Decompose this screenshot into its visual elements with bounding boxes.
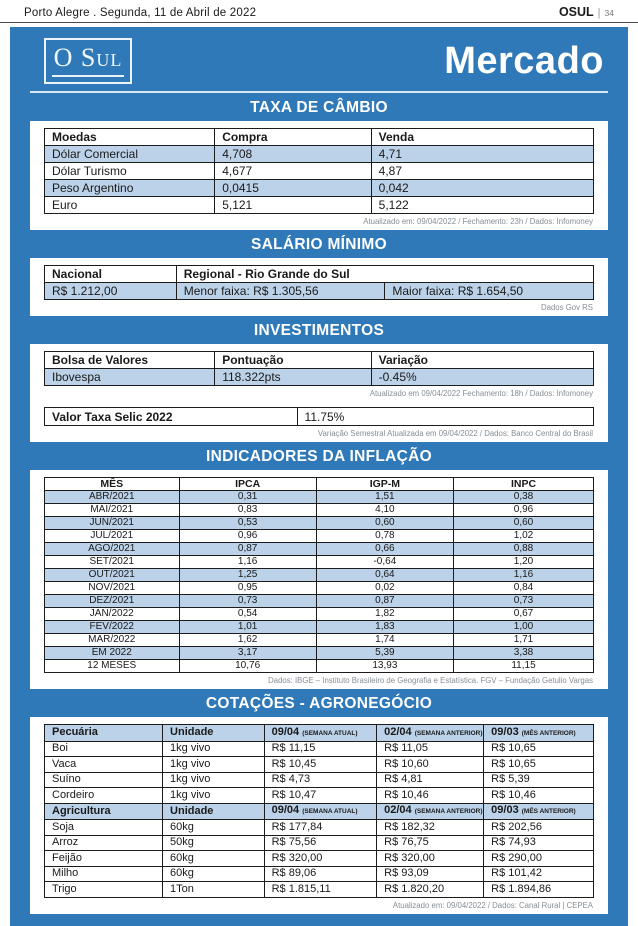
table-row (45, 543, 594, 556)
table-row (45, 146, 594, 163)
selic-row (45, 408, 594, 426)
salary-value-row (45, 283, 594, 300)
table-row (45, 556, 594, 569)
table-cell: 0,31 (179, 491, 316, 504)
table-cell: Vaca (45, 757, 163, 773)
table-cell: 0,042 (371, 180, 593, 197)
table-cell: R$ 4,81 (377, 772, 484, 788)
table-cell: MAR/2022 (45, 634, 180, 647)
agro-table (44, 724, 594, 898)
table-cell: R$ 1.815,11 (264, 882, 377, 898)
table-cell: Milho (45, 866, 163, 882)
table-cell: R$ 10,65 (484, 757, 594, 773)
table-cell: 0,83 (179, 504, 316, 517)
table-cell: DEZ/2021 (45, 595, 180, 608)
inflation-table (44, 477, 594, 673)
table-cell: 1,62 (179, 634, 316, 647)
table-cell: 1kg vivo (163, 741, 265, 757)
table-row (45, 634, 594, 647)
salary-header-row (45, 266, 594, 283)
table-cell: 4,708 (215, 146, 371, 163)
table-cell: 0,73 (179, 595, 316, 608)
table-cell: R$ 101,42 (484, 866, 594, 882)
page-number: 34 (604, 8, 614, 18)
column-header: 09/03 (MÊS ANTERIOR) (484, 803, 594, 820)
table-cell: 4,87 (371, 163, 593, 180)
table-row (45, 621, 594, 634)
table-cell: 1,51 (316, 491, 453, 504)
table-cell: Soja (45, 820, 163, 836)
exchange-header-row (45, 129, 594, 146)
table-cell: 0,96 (454, 504, 594, 517)
table-cell: 1kg vivo (163, 788, 265, 804)
stock-value-row (45, 369, 594, 386)
table-cell: -0.45% (371, 369, 593, 386)
table-cell: 0,53 (179, 517, 316, 530)
salary-table (44, 265, 594, 300)
table-cell: R$ 75,56 (264, 835, 377, 851)
table-cell: 50kg (163, 835, 265, 851)
table-cell: 5,39 (316, 647, 453, 660)
table-cell: 1Ton (163, 882, 265, 898)
inflation-header-row (45, 478, 594, 491)
table-cell: R$ 11,15 (264, 741, 377, 757)
top-bar (0, 0, 638, 23)
table-cell: 0,84 (454, 582, 594, 595)
table-cell: 0,95 (179, 582, 316, 595)
table-cell: R$ 10,65 (484, 741, 594, 757)
table-cell: Ibovespa (45, 369, 215, 386)
table-cell: 0,02 (316, 582, 453, 595)
table-cell: 12 MESES (45, 660, 180, 673)
table-cell: Peso Argentino (45, 180, 215, 197)
column-header: Bolsa de Valores (45, 352, 215, 369)
table-cell: 1,74 (316, 634, 453, 647)
section-title-investments: INVESTIMENTOS (253, 322, 385, 339)
livestock-header-row (45, 725, 594, 742)
column-header: IPCA (179, 478, 316, 491)
table-row (45, 582, 594, 595)
column-header: 02/04 (SEMANA ANTERIOR) (377, 725, 484, 742)
osul-logo (44, 38, 132, 84)
table-row (45, 608, 594, 621)
section-investments (30, 322, 608, 442)
table-cell: R$ 89,06 (264, 866, 377, 882)
table-cell: R$ 1.212,00 (45, 283, 177, 300)
table-cell: 0,88 (454, 543, 594, 556)
osul-logo-text: O Sul (53, 43, 123, 72)
table-cell: 0,38 (454, 491, 594, 504)
table-cell: JUN/2021 (45, 517, 180, 530)
section-inflation (30, 448, 608, 689)
table-cell: Suíno (45, 772, 163, 788)
table-cell: Boi (45, 741, 163, 757)
table-cell: 1,00 (454, 621, 594, 634)
table-cell: 0,0415 (215, 180, 371, 197)
selic-table (44, 407, 594, 426)
table-row (45, 820, 594, 836)
table-cell: 1,02 (454, 530, 594, 543)
table-cell: R$ 182,32 (377, 820, 484, 836)
stock-table (44, 351, 594, 386)
masthead-title: OSUL (558, 5, 594, 19)
masthead-block (559, 5, 614, 19)
table-cell: 0,66 (316, 543, 453, 556)
column-header: Unidade (163, 803, 265, 820)
table-cell: ABR/2021 (45, 491, 180, 504)
table-row (45, 491, 594, 504)
table-cell: -0,64 (316, 556, 453, 569)
table-row (45, 595, 594, 608)
agro-panel (30, 717, 608, 914)
table-cell: R$ 4,73 (264, 772, 377, 788)
banner (30, 33, 608, 93)
table-cell: 118.322pts (215, 369, 371, 386)
table-cell: R$ 76,75 (377, 835, 484, 851)
table-row (45, 741, 594, 757)
stock-source-note: Atualizado em 09/04/2022 Fechamento: 18h / Dados: Infomoney (369, 389, 593, 398)
table-row (45, 504, 594, 517)
table-row (45, 851, 594, 867)
page-title: Mercado (444, 40, 604, 82)
table-cell: 5,121 (215, 197, 371, 214)
table-cell: 0,54 (179, 608, 316, 621)
column-header: 09/03 (MÊS ANTERIOR) (484, 725, 594, 742)
dateline: Porto Alegre . Segunda, 11 de Abril de 2022 (24, 7, 257, 19)
table-cell: R$ 5,39 (484, 772, 594, 788)
table-cell: R$ 202,56 (484, 820, 594, 836)
table-cell: 1,83 (316, 621, 453, 634)
exchange-panel (30, 121, 608, 230)
exchange-table (44, 128, 594, 214)
table-cell: FEV/2022 (45, 621, 180, 634)
table-cell: Arroz (45, 835, 163, 851)
table-cell: 4,10 (316, 504, 453, 517)
table-row (45, 163, 594, 180)
table-cell: EM 2022 (45, 647, 180, 660)
table-cell: R$ 1.894,86 (484, 882, 594, 898)
table-cell: Feijão (45, 851, 163, 867)
table-cell: MAI/2021 (45, 504, 180, 517)
table-cell: R$ 177,84 (264, 820, 377, 836)
table-cell: R$ 320,00 (264, 851, 377, 867)
section-agro (30, 695, 608, 914)
selic-label: Valor Taxa Selic 2022 (45, 408, 298, 426)
table-cell: JUL/2021 (45, 530, 180, 543)
table-cell: Cordeiro (45, 788, 163, 804)
table-cell: 1,16 (454, 569, 594, 582)
table-cell: 1,82 (316, 608, 453, 621)
table-cell: Trigo (45, 882, 163, 898)
column-header: 09/04 (SEMANA ATUAL) (264, 725, 377, 742)
table-cell: R$ 320,00 (377, 851, 484, 867)
table-cell: JAN/2022 (45, 608, 180, 621)
table-cell: 60kg (163, 851, 265, 867)
table-cell: Dólar Comercial (45, 146, 215, 163)
table-row (45, 772, 594, 788)
table-cell: 60kg (163, 866, 265, 882)
table-cell: 1kg vivo (163, 757, 265, 773)
agro-source-note: Atualizado em: 09/04/2022 / Dados: Canal Rural | CEPEA (392, 900, 593, 910)
agriculture-header-row (45, 803, 594, 820)
table-cell: 3,17 (179, 647, 316, 660)
table-cell: 0,87 (179, 543, 316, 556)
table-row (45, 882, 594, 898)
table-cell: 0,60 (316, 517, 453, 530)
section-title-inflation: INDICADORES DA INFLAÇÃO (206, 448, 432, 465)
salary-source-note: Dados Gov RS (540, 303, 593, 312)
section-title-agro: COTAÇÕES - AGRONEGÓCIO (205, 695, 433, 712)
section-title-salary: SALÁRIO MÍNIMO (251, 236, 387, 253)
table-cell: 10,76 (179, 660, 316, 673)
table-cell: 1,20 (454, 556, 594, 569)
table-cell: 0,87 (316, 595, 453, 608)
column-header: INPC (454, 478, 594, 491)
column-header: Venda (371, 129, 593, 146)
exchange-source-note: Atualizado em: 09/04/2022 / Fechamento: 23h / Dados: Infomoney (363, 217, 593, 226)
table-cell: 4,71 (371, 146, 593, 163)
column-header: Pontuação (215, 352, 371, 369)
column-header: Unidade (163, 725, 265, 742)
table-cell: R$ 1.820,20 (377, 882, 484, 898)
table-cell: 1,71 (454, 634, 594, 647)
salary-panel (30, 258, 608, 316)
table-cell: R$ 10,60 (377, 757, 484, 773)
table-cell: Maior faixa: R$ 1.654,50 (385, 283, 594, 300)
table-cell: R$ 74,93 (484, 835, 594, 851)
table-row (45, 517, 594, 530)
table-cell: R$ 290,00 (484, 851, 594, 867)
column-header: Regional - Rio Grande do Sul (176, 266, 593, 283)
column-header: Variação (371, 352, 593, 369)
table-cell: 0,64 (316, 569, 453, 582)
table-cell: 1kg vivo (163, 772, 265, 788)
table-cell: R$ 10,45 (264, 757, 377, 773)
table-cell: NOV/2021 (45, 582, 180, 595)
table-row (45, 757, 594, 773)
table-row (45, 660, 594, 673)
selic-value: 11.75% (297, 408, 593, 426)
table-row (45, 835, 594, 851)
column-header: Moedas (45, 129, 215, 146)
table-cell: 0,96 (179, 530, 316, 543)
table-cell: Euro (45, 197, 215, 214)
inflation-panel (30, 470, 608, 689)
column-header: Agricultura (45, 803, 163, 820)
osul-logo-rule (52, 75, 124, 77)
table-cell: R$ 11,05 (377, 741, 484, 757)
table-row (45, 197, 594, 214)
table-cell: 0,73 (454, 595, 594, 608)
table-cell: 1,01 (179, 621, 316, 634)
table-cell: 3,38 (454, 647, 594, 660)
table-cell: R$ 10,47 (264, 788, 377, 804)
table-cell: 0,78 (316, 530, 453, 543)
column-header: 02/04 (SEMANA ANTERIOR) (377, 803, 484, 820)
table-cell: 5,122 (371, 197, 593, 214)
market-page (10, 27, 628, 926)
table-row (45, 530, 594, 543)
table-cell: 4,677 (215, 163, 371, 180)
table-cell: 0,60 (454, 517, 594, 530)
table-cell: AGO/2021 (45, 543, 180, 556)
table-cell: 60kg (163, 820, 265, 836)
table-cell: R$ 10,46 (484, 788, 594, 804)
inflation-source-note: Dados: IBGE – Instituto Brasileiro de Geografia e Estatística. FGV – Fundação Getulio Vargas (268, 676, 593, 685)
section-salary (30, 236, 608, 316)
table-cell: 11,15 (454, 660, 594, 673)
table-cell: R$ 93,09 (377, 866, 484, 882)
column-header: 09/04 (SEMANA ATUAL) (264, 803, 377, 820)
table-row (45, 647, 594, 660)
table-cell: 0,67 (454, 608, 594, 621)
section-title-exchange: TAXA DE CÂMBIO (250, 99, 388, 116)
column-header: Pecuária (45, 725, 163, 742)
table-cell: R$ 10,46 (377, 788, 484, 804)
investments-panel (30, 344, 608, 442)
stock-header-row (45, 352, 594, 369)
column-header: Nacional (45, 266, 177, 283)
table-cell: Menor faixa: R$ 1.305,56 (176, 283, 385, 300)
table-cell: OUT/2021 (45, 569, 180, 582)
table-cell: Dólar Turismo (45, 163, 215, 180)
table-cell: 1,16 (179, 556, 316, 569)
section-exchange (30, 99, 608, 230)
table-cell: 13,93 (316, 660, 453, 673)
table-row (45, 866, 594, 882)
table-cell: SET/2021 (45, 556, 180, 569)
column-header: MÊS (45, 478, 180, 491)
table-cell: 1,25 (179, 569, 316, 582)
page-number-separator: | (597, 7, 601, 19)
selic-source-note: Variação Semestral Atualizada em 09/04/2022 / Dados: Banco Central do Brasil (317, 429, 593, 438)
column-header: Compra (215, 129, 371, 146)
column-header: IGP-M (316, 478, 453, 491)
table-row (45, 180, 594, 197)
table-row (45, 569, 594, 582)
table-row (45, 788, 594, 804)
